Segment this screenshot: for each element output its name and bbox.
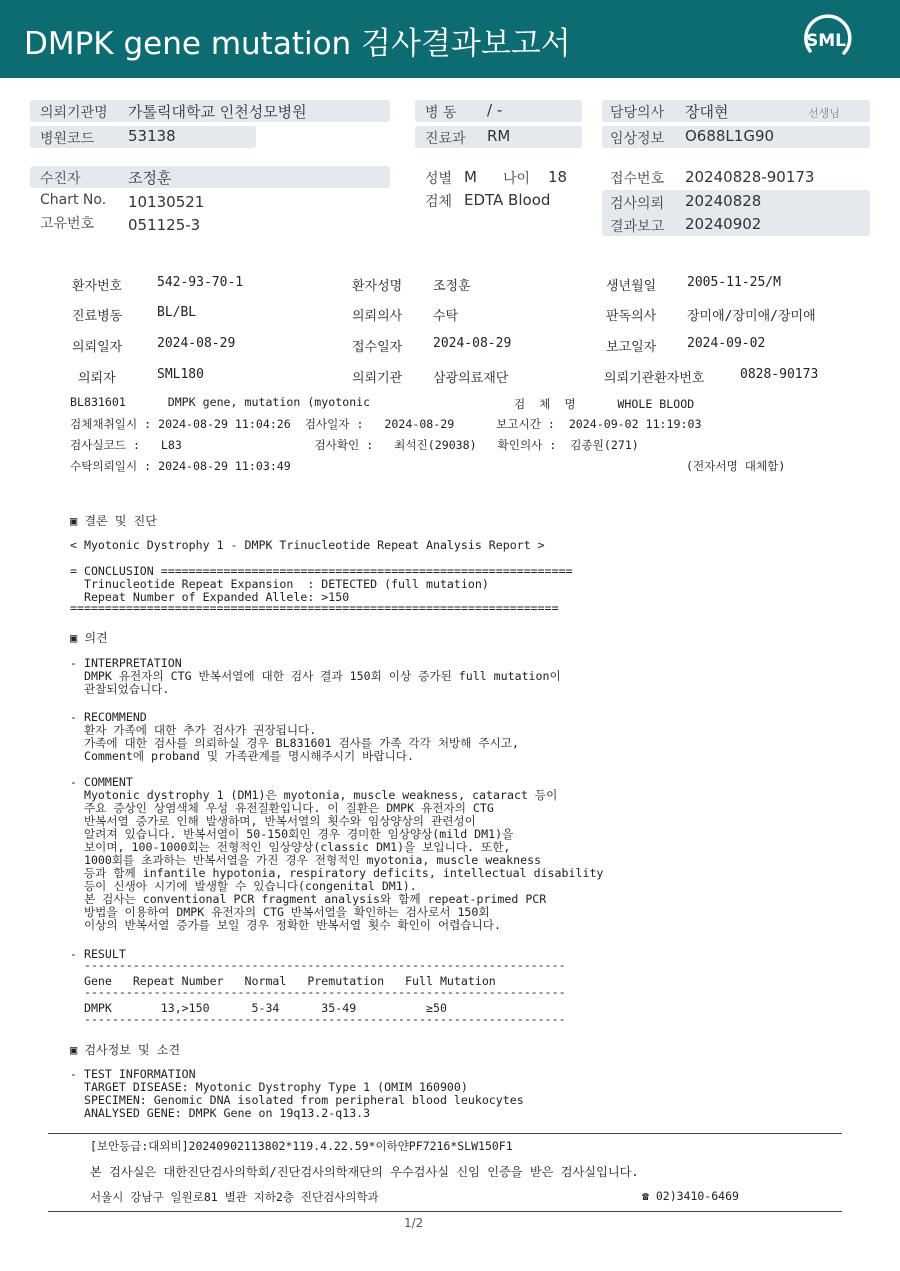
- interp-line-3: 관찰되었습니다.: [70, 682, 170, 696]
- footer-divider-bottom: [48, 1211, 842, 1212]
- pt-r4-l2: 의뢰기관: [352, 371, 403, 386]
- interp-line-2: DMPK 유전자의 CTG 반복서열에 대한 검사 결과 150회 이상 증가된 full mutation이: [70, 669, 561, 683]
- report-date-value: 20240902: [685, 215, 762, 233]
- pt-r2-v3: 장미애/장미애/장미애: [687, 309, 816, 324]
- header-bar: [0, 0, 900, 78]
- recv-label: 접수번호: [610, 171, 665, 187]
- patient-value: 조정훈: [128, 169, 172, 187]
- pt-r1-l1: 환자번호: [72, 279, 123, 294]
- doctor-label: 담당의사: [610, 105, 665, 121]
- result-divider-mid: ---------------------------------------------------------------------: [70, 985, 566, 999]
- chart-value: 10130521: [128, 193, 205, 211]
- result-heading: - RESULT: [70, 947, 126, 961]
- pt-r2-v2: 수탁: [433, 309, 459, 324]
- certification-text: 본 검사실은 대한진단검사의학회/진단검사의학재단의 우수검사실 신임 인증을 받은 검사실입니다.: [90, 1165, 639, 1179]
- rec-line-1: - RECOMMEND: [70, 710, 147, 724]
- doctor-value: 장대현: [685, 103, 729, 121]
- pt-r4-l1: 의뢰자: [78, 371, 116, 386]
- test-info-line-1: - TEST INFORMATION: [70, 1067, 196, 1081]
- pt-r2-l1: 진료병동: [72, 309, 123, 324]
- lab-address: 서울시 강남구 일원로81 별관 지하2층 진단검사의학과: [90, 1190, 379, 1204]
- pt-r1-v3: 2005-11-25/M: [687, 275, 781, 290]
- comment-line-2: Myotonic dystrophy 1 (DM1)은 myotonia, muscle weakness, cataract 등이: [70, 788, 558, 802]
- comment-line-3: 주요 증상인 상염색체 우성 유전질환입니다. 이 질환은 DMPK 유전자의 CTG: [70, 801, 494, 815]
- result-divider-top: ---------------------------------------------------------------------: [70, 958, 566, 972]
- comment-line-4: 반복서열 증가로 인해 발생하며, 반복서열의 횟수와 임상양상의 관련성이: [70, 814, 476, 828]
- rec-line-2: 환자 가족에 대한 추가 검사가 권장됩니다.: [70, 723, 317, 737]
- clinical-label: 임상정보: [610, 131, 665, 147]
- report-date-label: 결과보고: [610, 219, 665, 235]
- rec-line-3: 가족에 대한 검사를 의뢰하실 경우 BL831601 검사를 가족 각각 처방해 주시고,: [70, 736, 519, 750]
- report-title: < Myotonic Dystrophy 1 - DMPK Trinucleotide Repeat Analysis Report >: [70, 538, 545, 552]
- age-label: 나이: [503, 171, 531, 187]
- result-table-row: DMPK 13,>150 5-34 35-49 ≥50: [70, 1001, 447, 1015]
- page-number: 1/2: [404, 1216, 424, 1230]
- specimen-label: 검체: [425, 194, 453, 210]
- pt-r2-v1: BL/BL: [157, 305, 197, 320]
- comment-line-5: 알려져 있습니다. 반복서열이 50-150회인 경우 경미한 임상양상(mild DM1)을: [70, 827, 514, 841]
- comment-line-8: 등과 함께 infantile hypotonia, respiratory deficits, intellectual disability: [70, 866, 604, 880]
- comment-line-11: 방법을 이용하여 DMPK 유전자의 CTG 반복서열을 확인하는 검사로서 150회: [70, 905, 490, 919]
- pt-r4-l3: 의뢰기관환자번호: [604, 371, 705, 386]
- comment-line-7: 1000회를 초과하는 반복서열을 가진 경우 전형적인 myotonia, muscle weakness: [70, 853, 542, 867]
- result-table-header: Gene Repeat Number Normal Premutation Full Mutation: [70, 974, 496, 988]
- sex-label: 성별: [425, 171, 453, 187]
- doctor-suffix: 선생님: [808, 107, 840, 120]
- pt-r3-v2: 2024-08-29: [433, 336, 512, 351]
- conclusion-line-2: Trinucleotide Repeat Expansion : DETECTED (full mutation): [70, 577, 489, 591]
- comment-line-12: 이상의 반복서열 증가를 보일 경우 정확한 반복서열 횟수 확인이 어렵습니다.: [70, 918, 501, 932]
- pt-r1-l2: 환자성명: [352, 279, 403, 294]
- pt-r2-l2: 의뢰의사: [352, 309, 403, 324]
- sml-logo-icon: [800, 13, 852, 65]
- specimen-name-line: 검 체 명 WHOLE BLOOD: [514, 397, 695, 411]
- pt-r1-v1: 542-93-70-1: [157, 275, 244, 290]
- result-divider-bottom: ---------------------------------------------------------------------: [70, 1012, 566, 1026]
- test-info-line-3: SPECIMEN: Genomic DNA isolated from peripheral blood leukocytes: [70, 1093, 524, 1107]
- lab-phone: ☎ 02)3410-6469: [642, 1189, 739, 1203]
- section-conclusion-heading: ▣ 결론 및 진단: [70, 514, 157, 528]
- uid-label: 고유번호: [40, 216, 95, 232]
- ward-value: / -: [487, 101, 503, 119]
- req-label: 검사의뢰: [610, 196, 665, 212]
- section-test-info-heading: ▣ 검사정보 및 소견: [70, 1043, 181, 1057]
- logo-text: SML: [806, 31, 846, 51]
- patient-label: 수진자: [40, 171, 81, 187]
- inst-label: 의뢰기관명: [40, 105, 108, 121]
- req-value: 20240828: [685, 192, 762, 210]
- pt-r4-v1: SML180: [157, 367, 204, 382]
- pt-r3-l2: 접수일자: [352, 340, 403, 355]
- patient-row-bg: [30, 166, 390, 188]
- pt-r4-v2: 삼광의료재단: [433, 371, 509, 386]
- dept-value: RM: [487, 127, 511, 145]
- test-info-line-4: ANALYSED GENE: DMPK Gene on 19q13.2-q13.3: [70, 1106, 371, 1120]
- uid-value: 051125-3: [128, 216, 201, 234]
- inst-value: 가톨릭대학교 인천성모병원: [128, 103, 307, 121]
- section-opinion-heading: ▣ 의견: [70, 631, 108, 645]
- comment-line-1: - COMMENT: [70, 775, 133, 789]
- dept-label: 진료과: [425, 131, 466, 147]
- pt-r3-v3: 2024-09-02: [687, 336, 766, 351]
- conclusion-line-1: = CONCLUSION ===========================================================: [70, 564, 573, 578]
- interp-line-1: - INTERPRETATION: [70, 656, 182, 670]
- pt-r2-l3: 판독의사: [606, 309, 657, 324]
- ward-label: 병 동: [425, 105, 457, 121]
- chart-label: Chart No.: [40, 192, 107, 208]
- pt-r1-v2: 조정훈: [433, 279, 471, 294]
- conclusion-line-4: ======================================================================: [70, 601, 559, 615]
- page-title: DMPK gene mutation 검사결과보고서: [24, 26, 571, 62]
- collection-line: 검체채취일시 : 2024-08-29 11:04:26 검사일자 : 2024-08-29 보고시간 : 2024-09-02 11:19:03: [70, 417, 702, 431]
- security-line: [보안등급:대외비]20240902113802*119.4.22.59*이하얀PF7216*SLW150F1: [90, 1139, 513, 1153]
- pt-r3-l3: 보고일자: [606, 340, 657, 355]
- test-code-line: BL831601 DMPK gene, mutation (myotonic: [70, 395, 371, 409]
- recv-value: 20240828-90173: [685, 168, 815, 186]
- comment-line-10: 본 검사는 conventional PCR fragment analysis와 함께 repeat-primed PCR: [70, 892, 547, 906]
- specimen-value: EDTA Blood: [464, 191, 551, 209]
- hcode-label: 병원코드: [40, 131, 95, 147]
- pt-r3-l1: 의뢰일자: [72, 340, 123, 355]
- e-signature-note: (전자서명 대체함): [686, 459, 786, 473]
- clinical-value: O688L1G90: [685, 127, 775, 145]
- comment-line-6: 보이며, 100-1000회는 전형적인 임상양상(classic DM1)을 보입니다. 또한,: [70, 840, 511, 854]
- test-info-line-2: TARGET DISEASE: Myotonic Dystrophy Type 1 (OMIM 160900): [70, 1080, 468, 1094]
- conclusion-line-3: Repeat Number of Expanded Allele: >150: [70, 590, 350, 604]
- pt-r1-l3: 생년월일: [606, 279, 657, 294]
- pt-r4-v3: 0828-90173: [740, 367, 819, 382]
- footer-divider-top: [48, 1133, 842, 1134]
- age-value: 18: [548, 168, 568, 186]
- sex-value: M: [464, 168, 477, 186]
- rec-line-4: Comment에 proband 및 가족관계를 명시해주시기 바랍니다.: [70, 749, 414, 763]
- comment-line-9: 등이 신생아 시기에 발생할 수 있습니다(congenital DM1).: [70, 879, 417, 893]
- lab-code-line: 검사실코드 : L83 검사확인 : 최석진(29038) 확인의사 : 김종원(271): [70, 438, 639, 452]
- hcode-value: 53138: [128, 127, 176, 145]
- pt-r3-v1: 2024-08-29: [157, 336, 236, 351]
- request-time-line: 수탁의뢰일시 : 2024-08-29 11:03:49: [70, 459, 291, 473]
